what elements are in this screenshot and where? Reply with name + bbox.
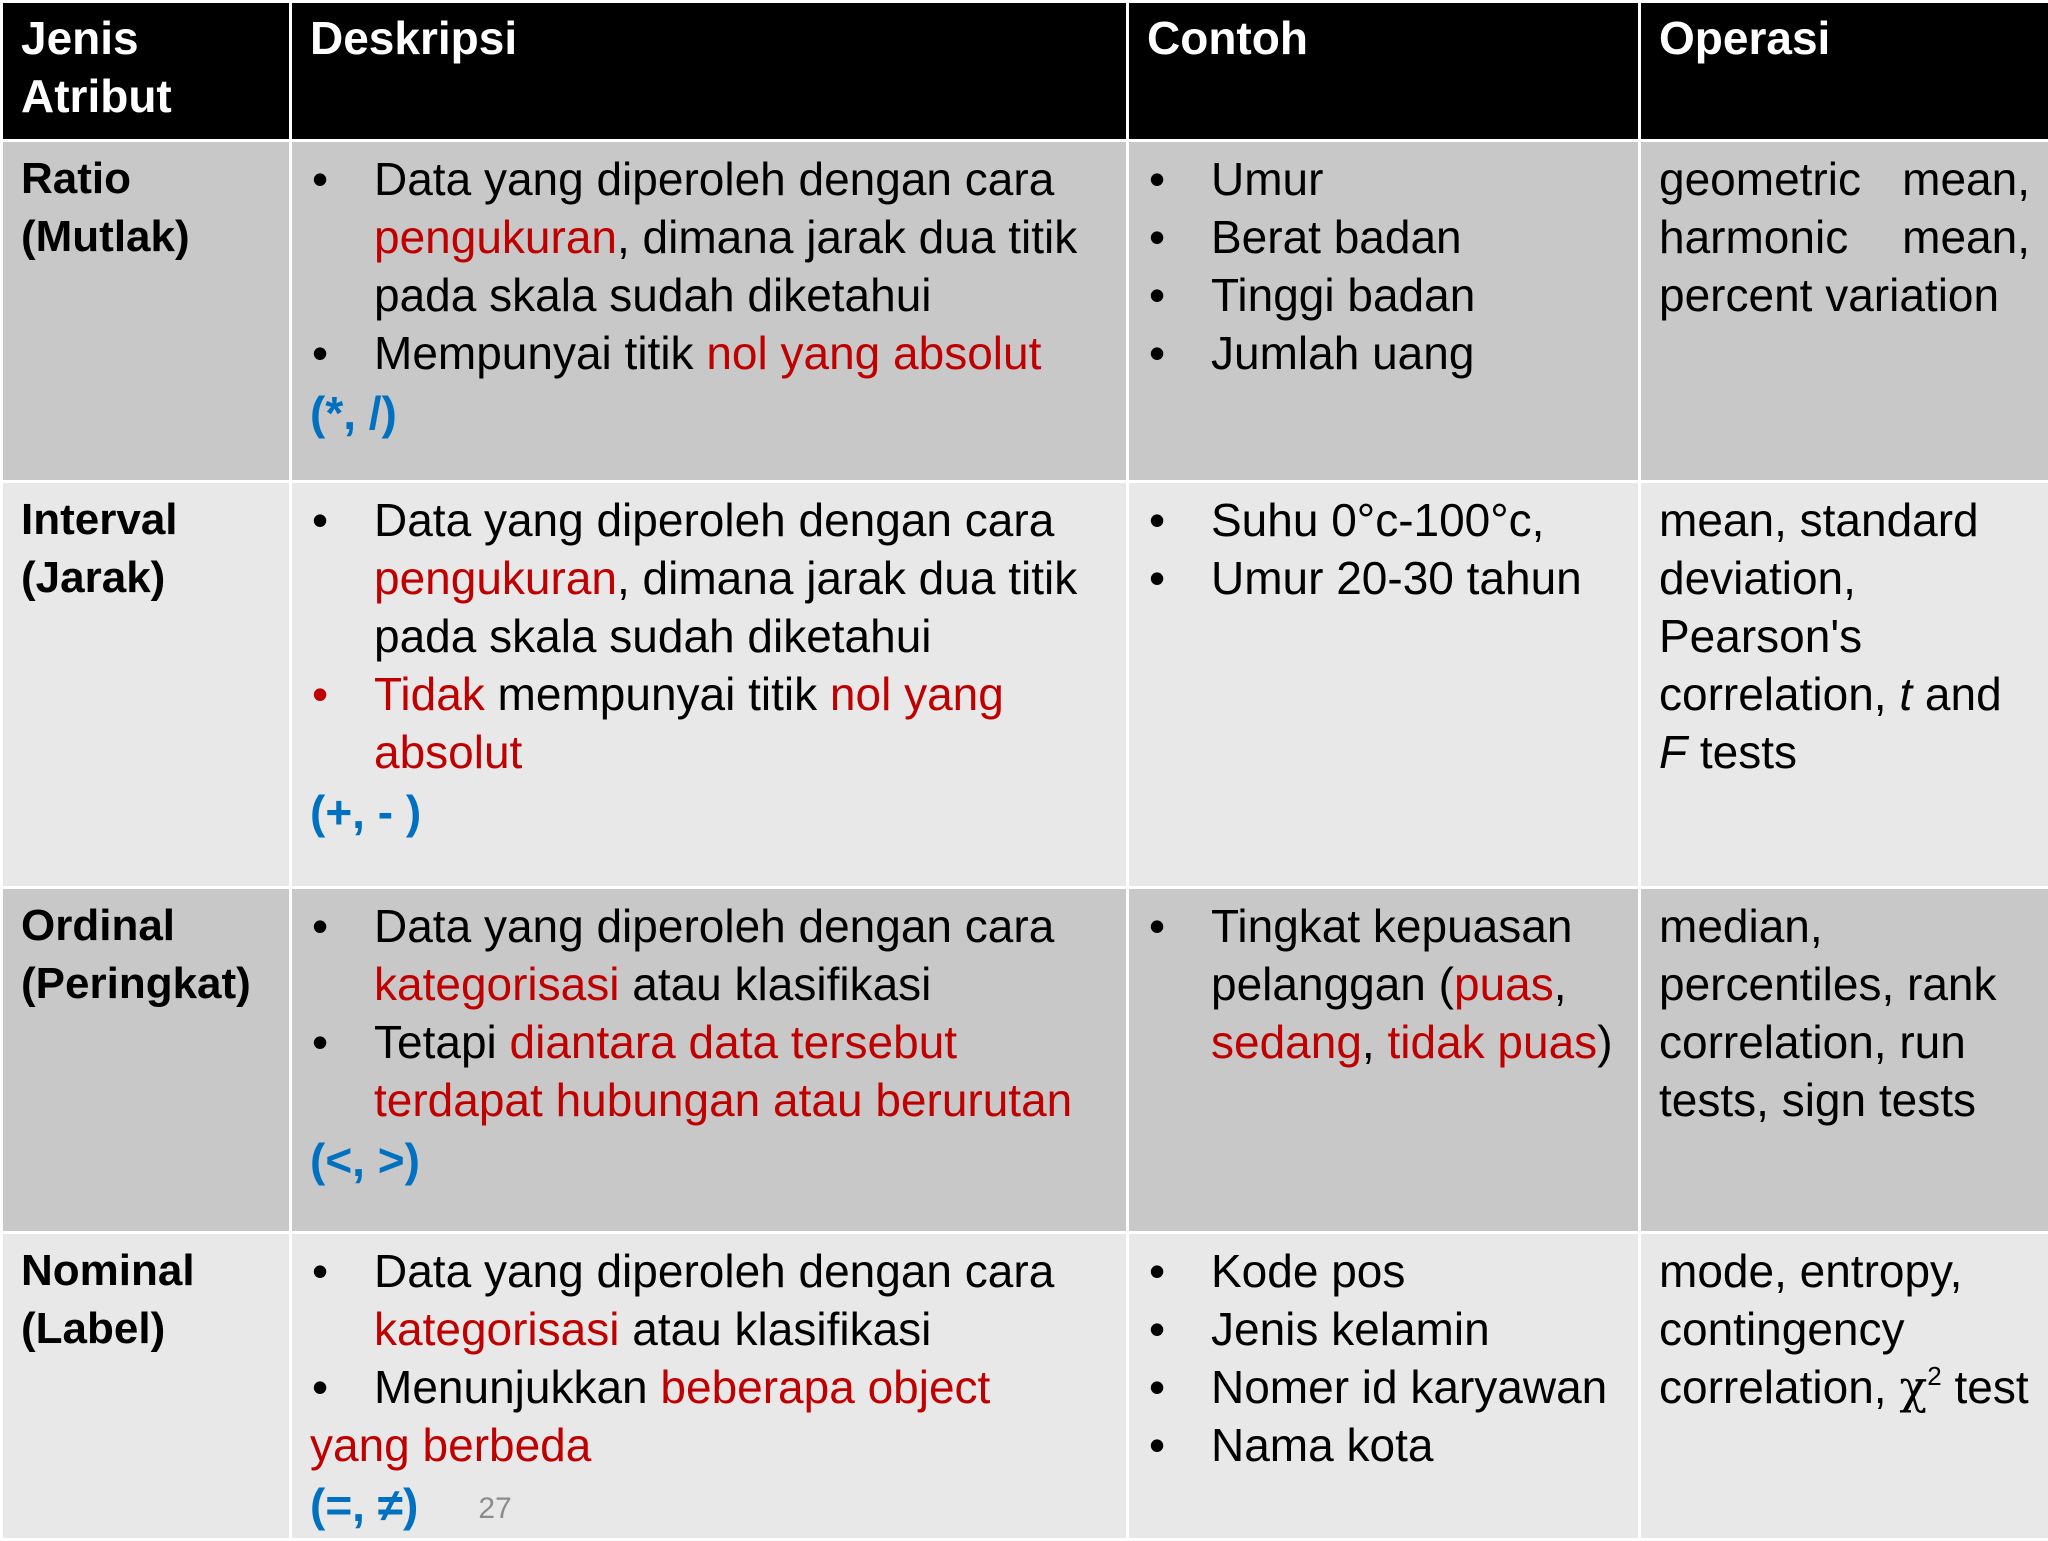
attribute-name: Ordinal: [21, 897, 271, 955]
example-item: • Nama kota: [1147, 1416, 1620, 1474]
example-item: • Kode pos: [1147, 1242, 1620, 1300]
operators-label: (=, ≠) 27: [310, 1476, 1108, 1538]
example-item: • Tinggi badan: [1147, 266, 1620, 324]
description-bullet: • Data yang diperoleh dengan cara pengukuran, dimana jarak dua titik pada skala sudah diketahui: [310, 150, 1108, 324]
attribute-cell-interval: [2, 482, 291, 888]
operators-label: (<, >): [310, 1131, 1108, 1189]
attribute-alias: (Mutlak): [21, 208, 271, 266]
description-bullet: • Tetapi diantara data tersebut terdapat hubungan atau berurutan: [310, 1013, 1108, 1129]
row-nominal: [2, 1233, 2048, 1540]
row-interval: [2, 482, 2048, 888]
attribute-alias: (Label): [21, 1300, 271, 1358]
attribute-name: Interval: [21, 491, 271, 549]
attribute-name: Nominal: [21, 1242, 271, 1300]
row-ordinal: [2, 888, 2048, 1233]
description-cell-ordinal: [291, 888, 1128, 1233]
description-bullet: • Menunjukkan beberapa object: [310, 1358, 1108, 1416]
attribute-alias: (Jarak): [21, 549, 271, 607]
attribute-name: Ratio: [21, 150, 271, 208]
header-operasi: Operasi: [1640, 2, 2048, 141]
description-bullet: • Data yang diperoleh dengan cara kategorisasi atau klasifikasi: [310, 897, 1108, 1013]
row-ratio: [2, 141, 2048, 482]
operators-label: (+, - ): [310, 783, 1108, 841]
description-bullet: • Data yang diperoleh dengan cara kategorisasi atau klasifikasi: [310, 1242, 1108, 1358]
attribute-alias: (Peringkat): [21, 955, 271, 1013]
description-continuation: yang berbeda: [310, 1416, 1108, 1474]
example-item: • Jumlah uang: [1147, 324, 1620, 382]
description-cell-interval: [291, 482, 1128, 888]
operators-label: (*, /): [310, 384, 1108, 442]
operation-cell-ordinal: median, percentiles, rank correlation, run tests, sign tests: [1640, 888, 2048, 1233]
example-cell-nominal: [1128, 1233, 1640, 1540]
example-cell-ratio: [1128, 141, 1640, 482]
operation-cell-ratio: geometric mean, harmonic mean, percent variation: [1640, 141, 2048, 482]
description-bullet: • Mempunyai titik nol yang absolut: [310, 324, 1108, 382]
example-item: • Tingkat kepuasan pelanggan (puas, sedang, tidak puas): [1147, 897, 1620, 1071]
operation-cell-nominal: mode, entropy, contingency correlation, $\chi^2$ test: [1640, 1233, 2048, 1540]
example-cell-ordinal: [1128, 888, 1640, 1233]
example-item: • Umur 20-30 tahun: [1147, 549, 1620, 607]
example-item: • Umur: [1147, 150, 1620, 208]
example-item: • Jenis kelamin: [1147, 1300, 1620, 1358]
header-jenis-atribut: Jenis Atribut: [2, 2, 291, 141]
attribute-cell-nominal: [2, 1233, 291, 1540]
header-contoh: Contoh: [1128, 2, 1640, 141]
example-item: • Suhu 0°c-100°c,: [1147, 491, 1620, 549]
description-bullet: • Data yang diperoleh dengan cara pengukuran, dimana jarak dua titik pada skala sudah diketahui: [310, 491, 1108, 665]
operation-cell-interval: mean, standard deviation, Pearson's correlation, t and F tests: [1640, 482, 2048, 888]
header-deskripsi: Deskripsi: [291, 2, 1128, 141]
header-row: [2, 2, 2048, 141]
page-number: 27: [478, 1492, 511, 1525]
example-cell-interval: [1128, 482, 1640, 888]
description-cell-ratio: [291, 141, 1128, 482]
example-item: • Berat badan: [1147, 208, 1620, 266]
attribute-cell-ordinal: [2, 888, 291, 1233]
example-item: • Nomer id karyawan: [1147, 1358, 1620, 1416]
attribute-cell-ratio: [2, 141, 291, 482]
description-cell-nominal: [291, 1233, 1128, 1540]
description-bullet: • Tidak mempunyai titik nol yang absolut: [310, 665, 1108, 781]
